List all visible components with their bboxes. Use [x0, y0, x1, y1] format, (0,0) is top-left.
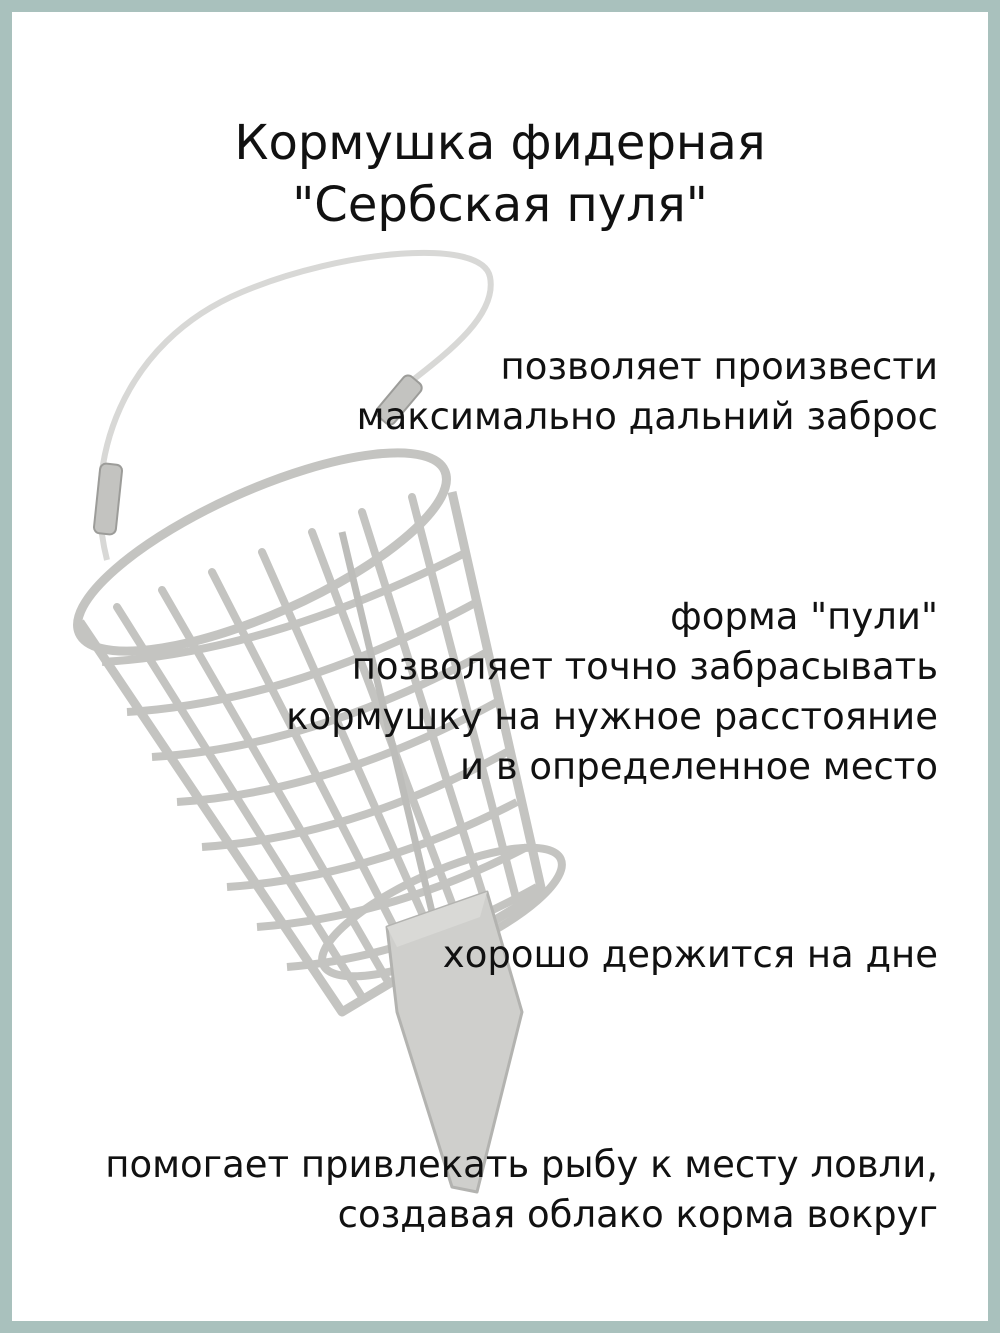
feature-line: форма "пули" — [670, 595, 938, 638]
feature-line: максимально дальний заброс — [356, 395, 938, 438]
feature-line: хорошо держится на дне — [442, 933, 938, 976]
feature-line: создавая облако корма вокруг — [337, 1193, 938, 1236]
title-line-1: Кормушка фидерная — [234, 115, 766, 171]
feature-bullet-shape — [286, 592, 938, 792]
title-line-2: "Сербская пуля" — [292, 177, 708, 233]
feature-long-cast — [357, 342, 938, 442]
feature-line: кормушку на нужное расстояние — [286, 695, 938, 738]
feature-line: позволяет точно забрасывать — [351, 645, 938, 688]
feature-line: и в определенное место — [460, 745, 938, 788]
page-title — [12, 112, 988, 236]
feature-line: помогает привлекать рыбу к месту ловли, — [105, 1143, 938, 1186]
product-card — [12, 12, 988, 1321]
feature-holds-bottom — [443, 930, 938, 980]
feature-line: позволяет произвести — [500, 345, 938, 388]
feature-attracts-fish — [105, 1140, 938, 1240]
